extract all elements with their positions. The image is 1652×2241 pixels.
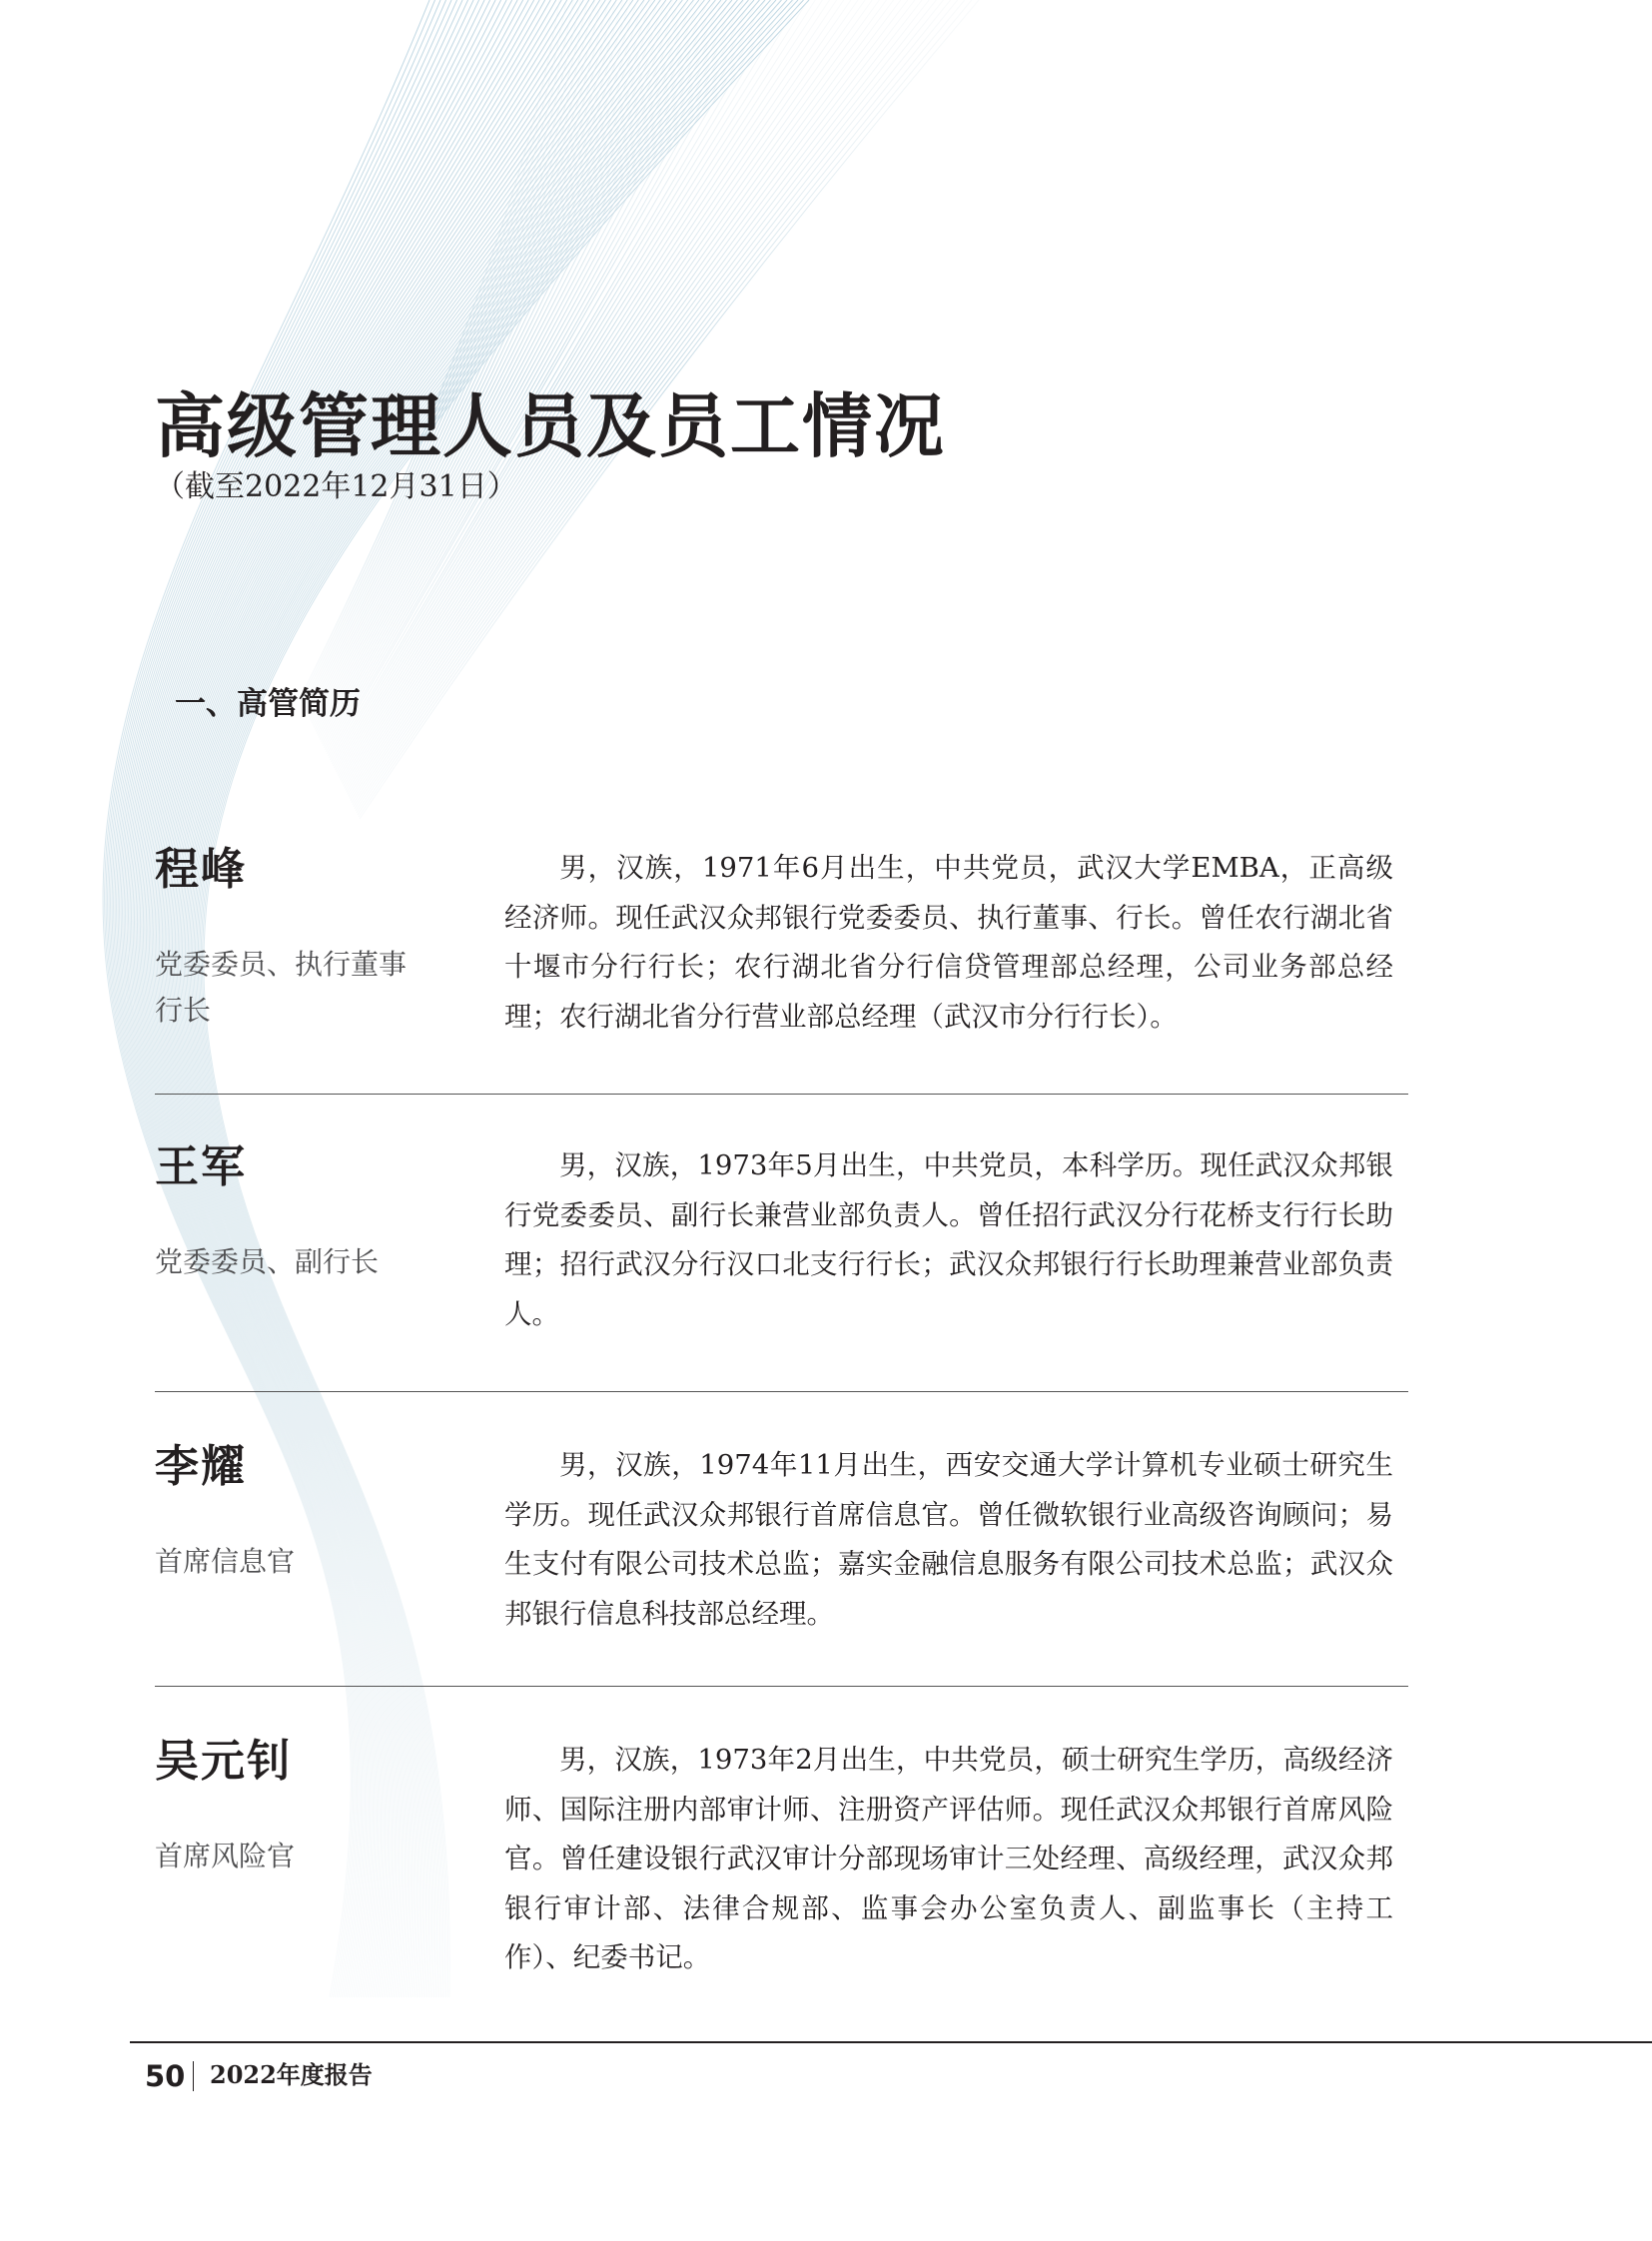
executive-role-line: 党委委员、副行长 bbox=[155, 1245, 380, 1278]
footer-separator bbox=[193, 2061, 194, 2091]
executive-role-line: 首席风险官 bbox=[155, 1840, 296, 1872]
executive-role bbox=[155, 1834, 454, 1879]
executive-role-line: 党委委员、执行董事 bbox=[155, 948, 408, 981]
executive-role-line: 首席信息官 bbox=[155, 1545, 296, 1578]
executive-bio: 男，汉族，1974年11月出生，西安交通大学计算机专业硕士研究生学历。现任武汉众邦银行首席信息官。曾任微软银行业高级咨询顾问；易生支付有限公司技术总监；嘉实金融信息服务有限公司技术总监；武汉众邦银行信息科技部总经理。 bbox=[504, 1449, 1393, 1630]
executive-bio: 男，汉族，1971年6月出生，中共党员，武汉大学EMBA，正高级经济师。现任武汉众邦银行党委委员、执行董事、行长。曾任农行湖北省十堰市分行行长；农行湖北省分行信贷管理部总经理，公司业务部总经理；农行湖北省分行营业部总经理（武汉市分行行长）。 bbox=[504, 852, 1393, 1033]
executive-role bbox=[155, 942, 454, 1034]
page-title: 高级管理人员及员工情况 bbox=[155, 384, 946, 467]
section-divider bbox=[155, 1094, 1408, 1095]
footer-rule bbox=[130, 2041, 1652, 2043]
executive-name: 王军 bbox=[155, 1141, 247, 1192]
executive-bio: 男，汉族，1973年2月出生，中共党员，硕士研究生学历，高级经济师、国际注册内部审计师、注册资产评估师。现任武汉众邦银行首席风险官。曾任建设银行武汉审计分部现场审计三处经理、高级经理，武汉众邦银行审计部、法律合规部、监事会办公室负责人、副监事长（主持工作）、纪委书记。 bbox=[504, 1744, 1393, 1973]
page-subtitle: （截至2022年12月31日） bbox=[155, 469, 517, 504]
executive-bio: 男，汉族，1973年5月出生，中共党员，本科学历。现任武汉众邦银行党委委员、副行长兼营业部负责人。曾任招行武汉分行花桥支行行长助理；招行武汉分行汉口北支行行长；武汉众邦银行行长助理兼营业部负责人。 bbox=[504, 1149, 1393, 1330]
section-heading: 一、高管简历 bbox=[175, 686, 361, 722]
report-name: 2022年度报告 bbox=[210, 2060, 373, 2089]
section-divider bbox=[155, 1686, 1408, 1687]
executive-name: 程峰 bbox=[155, 844, 247, 895]
section-divider bbox=[155, 1391, 1408, 1392]
executive-role bbox=[155, 1239, 454, 1285]
page-number: 50 bbox=[145, 2059, 186, 2093]
executive-name: 吴元钊 bbox=[155, 1736, 293, 1787]
executive-name: 李耀 bbox=[155, 1441, 247, 1492]
executive-role-line: 行长 bbox=[155, 994, 212, 1027]
executive-role bbox=[155, 1539, 454, 1585]
